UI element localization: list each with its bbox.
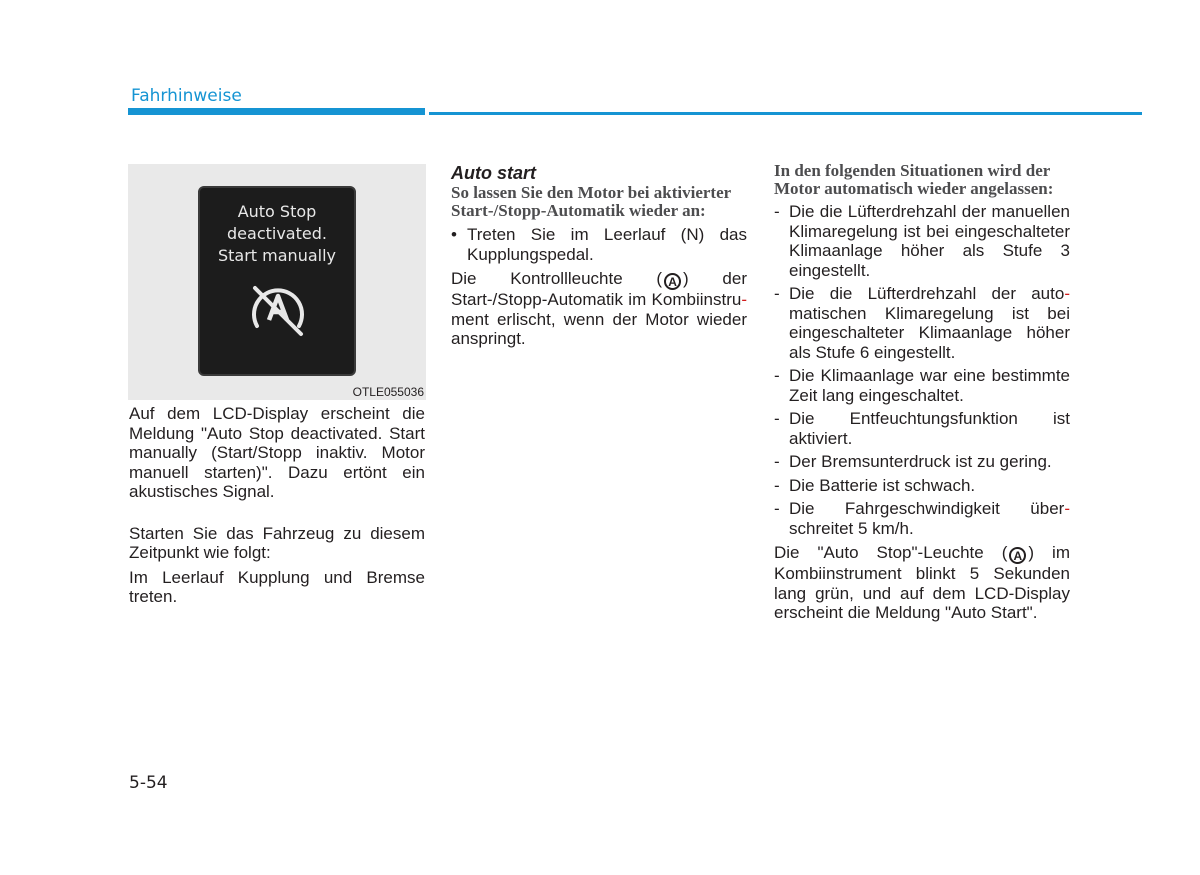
dash-mark: - <box>774 284 780 303</box>
text-fragment: Die Fahrgeschwindigkeit über <box>789 499 1065 518</box>
text-fragment: ) im Kombiinstrument blinkt 5 Sekunden lang grün, und auf dem LCD-Display erscheint die Meldung "Auto Start". <box>774 543 1070 622</box>
list-item <box>774 499 1070 538</box>
lcd-figure <box>128 164 426 400</box>
list-item-text: Der Bremsunterdruck ist zu gering. <box>789 452 1052 471</box>
hyphen: - <box>1064 499 1070 518</box>
list-item <box>774 202 1070 280</box>
dash-mark: - <box>774 475 780 495</box>
text-fragment: ment erlischt, wenn der Motor wieder anspringt. <box>451 309 747 348</box>
list-item <box>774 409 1070 448</box>
bullet-mark: • <box>451 225 457 244</box>
paragraph-clutch-brake: Im Leerlauf Kupplung und Bremse treten. <box>129 567 425 606</box>
column-left <box>129 404 425 607</box>
lcd-line-3: Start manually <box>217 246 336 265</box>
dash-mark: - <box>774 202 780 221</box>
hyphen: - <box>1064 284 1070 303</box>
header-rule-thick <box>128 108 425 115</box>
subheading-situations: In den folgenden Situationen wird der Motor automatisch wieder angelassen: <box>774 161 1054 198</box>
text-fragment: matischen Klimaregelung ist bei eingeschalteter Klimaanlage höher als Stufe 6 eingestellt. <box>789 303 1070 362</box>
list-item-text: Die Batterie ist schwach. <box>789 475 976 495</box>
page-number: 5-54 <box>129 773 168 793</box>
list-item <box>774 452 1070 472</box>
dash-mark: - <box>774 452 780 471</box>
lcd-display <box>198 186 356 376</box>
list-item-text: Die Klimaanlage war eine bestimmte Zeit lang eingeschaltet. <box>789 366 1070 405</box>
list-item-text: Die Entfeuchtungsfunktion ist aktiviert. <box>789 409 1070 448</box>
auto-stop-indicator-icon: A <box>664 273 681 290</box>
section-title: Fahrhinweise <box>131 86 242 106</box>
heading-auto-start: Auto start <box>451 163 536 183</box>
paragraph-auto-start-light <box>774 543 1070 623</box>
paragraph-indicator-light <box>451 269 747 349</box>
figure-id: OTLE055036 <box>352 385 424 399</box>
paragraph-lcd-message: Auf dem LCD-Display erscheint die Meldung "Auto Stop deactivated. Start manually (Start/Stopp inaktiv. Motor manuell starten)". Dazu ertönt ein akustisches Signal. <box>129 404 425 501</box>
text-fragment: Die "Auto Stop"-Leuchte ( <box>774 543 1008 562</box>
dash-mark: - <box>774 366 780 385</box>
dash-mark: - <box>774 409 780 428</box>
text-fragment: Die Kontrollleuchte ( <box>451 269 663 288</box>
text-fragment: ) der Start-/Stopp-Automatik im Kombiinstru <box>451 269 747 309</box>
auto-stop-off-icon <box>245 278 311 344</box>
bullet-text: Treten Sie im Leerlauf (N) das Kupplungspedal. <box>467 225 747 264</box>
text-fragment: Die die Lüfterdrehzahl der auto <box>789 284 1065 303</box>
subheading-restart-engine: So lassen Sie den Motor bei aktivierter Start-/Stopp-Automatik wieder an: <box>451 183 731 220</box>
auto-stop-indicator-icon: A <box>1009 547 1026 564</box>
text-fragment: schreitet 5 km/h. <box>789 518 914 538</box>
list-item <box>774 476 1070 496</box>
list-item <box>451 225 747 264</box>
lcd-line-2: deactivated. <box>227 224 327 243</box>
list-item <box>774 366 1070 405</box>
header-rule-thin <box>429 112 1142 115</box>
list-item-text: Die die Lüfterdrehzahl der manuellen Klimaregelung ist bei eingeschalteter Klimaanlage höher als Stufe 3 eingestellt. <box>789 202 1070 280</box>
list-item-text <box>789 284 1070 362</box>
list-item-text <box>789 499 1070 538</box>
paragraph-start-vehicle: Starten Sie das Fahrzeug zu diesem Zeitpunkt wie folgt: <box>129 523 425 562</box>
lcd-line-1: Auto Stop <box>237 202 317 221</box>
dash-mark: - <box>774 499 780 518</box>
column-right <box>774 162 1070 623</box>
hyphen: - <box>741 290 747 309</box>
list-item <box>774 284 1070 362</box>
column-middle <box>451 162 747 349</box>
